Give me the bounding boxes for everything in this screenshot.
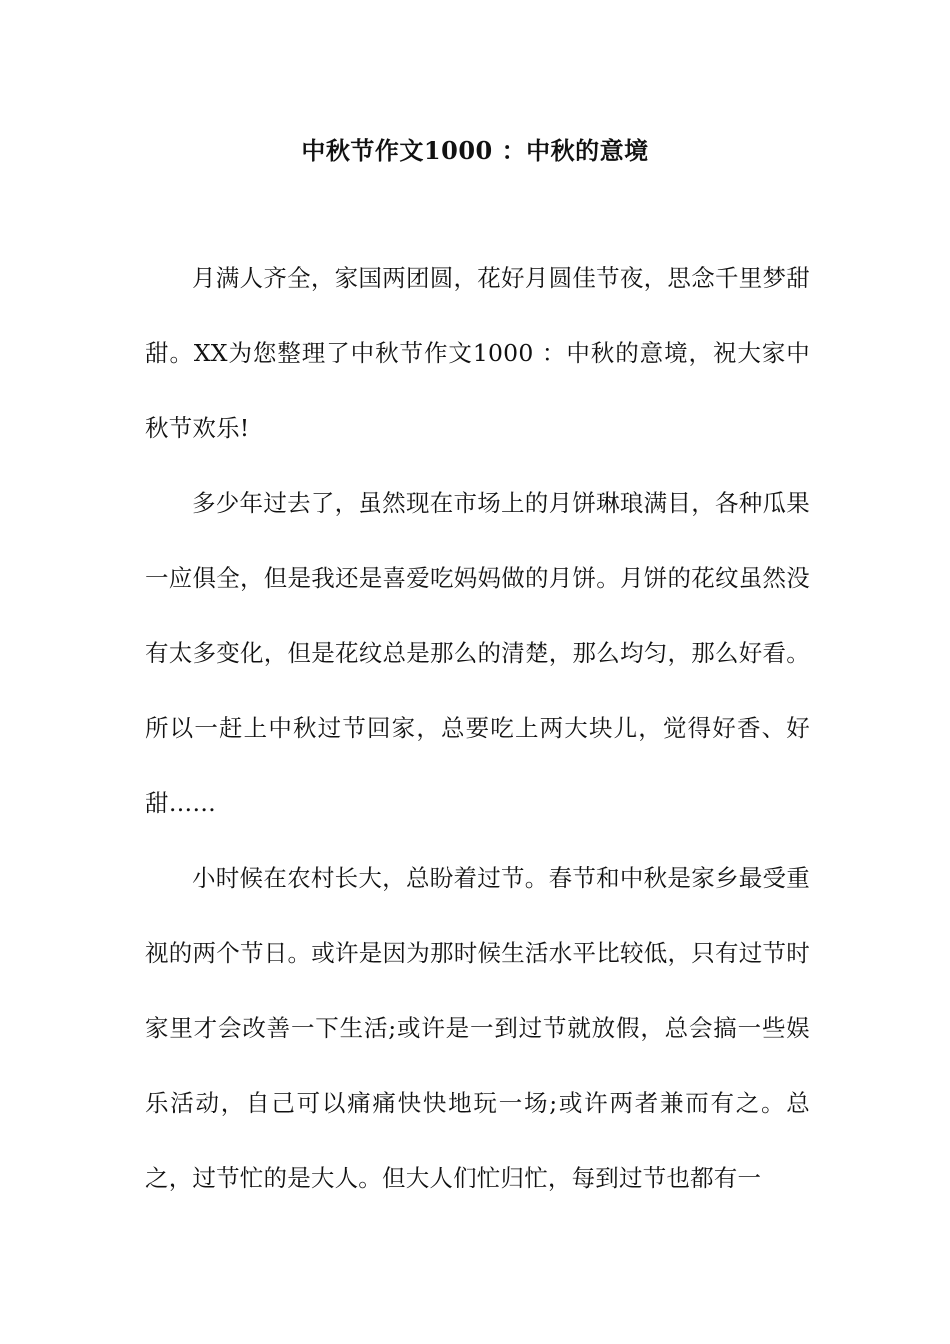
paragraph-2-container xyxy=(145,466,810,841)
paragraph-1-container xyxy=(145,241,810,466)
paragraph-2: 多少年过去了，虽然现在市场上的月饼琳琅满目，各种瓜果一应俱全，但是我还是喜爱吃妈妈做的月饼。月饼的花纹虽然没有太多变化，但是花纹总是那么的清楚，那么均匀，那么好看。所以一赶上中秋过节回家，总要吃上两大块儿，觉得好香、好甜…… xyxy=(145,489,810,817)
paragraph-3: 小时候在农村长大，总盼着过节。春节和中秋是家乡最受重视的两个节日。或许是因为那时候生活水平比较低，只有过节时家里才会改善一下生活;或许是一到过节就放假，总会搞一些娱乐活动，自己可以痛痛快快地玩一场;或许两者兼而有之。总之，过节忙的是大人。但大人们忙归忙，每到过节也都有一 xyxy=(145,864,810,1192)
document-title: 中秋节作文1000 ：中秋的意境 xyxy=(301,136,649,165)
paragraph-3-container xyxy=(145,841,810,1216)
paragraph-1: 月满人齐全，家国两团圆，花好月圆佳节夜，思念千里梦甜甜。XX为您整理了中秋节作文1000 ：中秋的意境，祝大家中秋节欢乐! xyxy=(145,264,810,442)
